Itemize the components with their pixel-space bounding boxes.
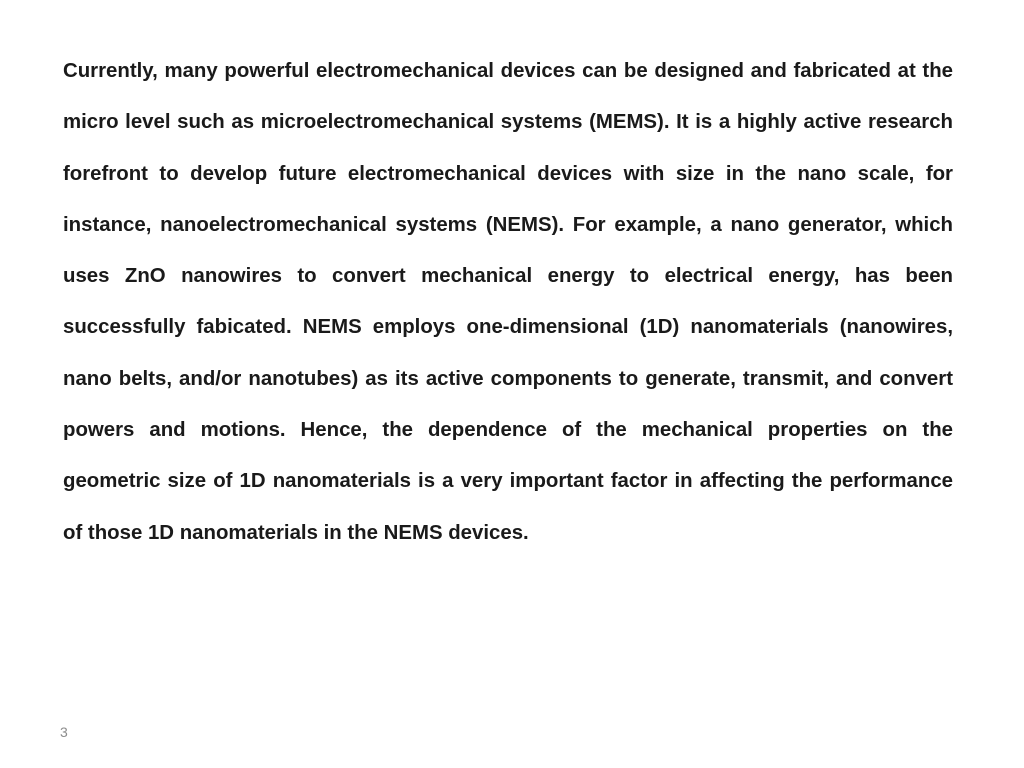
slide-number: 3 [60, 724, 68, 740]
slide-body-paragraph: Currently, many powerful electromechanical devices can be designed and fabricated at the micro level such as microelectromechanical systems (MEMS). It is a highly active research forefront to develop future electromechanical devices with size in the nano scale, for instance, nanoelectromechanical systems (NEMS). For example, a nano generator, which uses ZnO nanowires to convert mechanical energy to electrical energy, has been successfully fabicated. NEMS employs one-dimensional (1D) nanomaterials (nanowires, nano belts, and/or nanotubes) as its active components to generate, transmit, and convert powers and motions. Hence, the dependence of the mechanical properties on the geometric size of 1D nanomaterials is a very important factor in affecting the performance of those 1D nanomaterials in the NEMS devices. [63, 60, 953, 544]
